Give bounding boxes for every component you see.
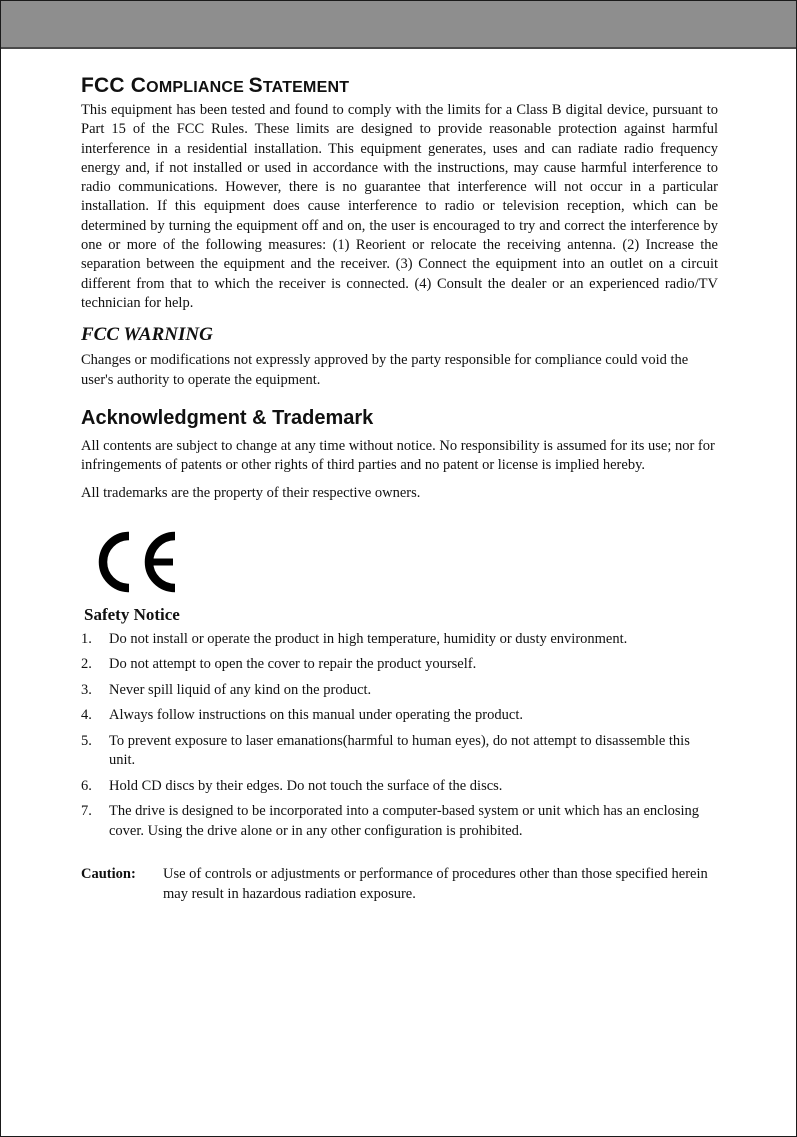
- page-content: [81, 71, 718, 904]
- list-item: 1. Do not install or operate the product in high temperature, humidity or dusty environment.: [81, 630, 628, 647]
- fcc-statement-text: This equipment has been tested and found to comply with the limits for a Class B digital device, pursuant to Part 15 of the FCC Rules. These limits are designed to provide reasonable protection against harmful interference in a residential installation. This equipment generates, uses and can radiate radio frequency energy and, if not installed or used in accordance with the instructions, may cause harmful interference to radio communications. However, there is no guarantee that interference will not occur in a particular installation. If this equipment does cause interference to radio or television reception, which can be determined by turning the equipment off and on, the user is encouraged to try and correct the interference by one or more of the following measures: (1) Reorient or relocate the receiving antenna. (2) Increase the separation between the equipment and the receiver. (3) Connect the equipment into an outlet on a circuit different from that to which the receiver is connected. (4) Consult the dealer or an experienced radio/TV technician for help.: [81, 102, 718, 311]
- caution-note: [81, 865, 718, 904]
- header-bar: [1, 1, 796, 49]
- list-item: 3. Never spill liquid of any kind on the product.: [81, 681, 372, 698]
- acknowledgment-text: All contents are subject to change at any time without notice. No responsibility is assumed for its use; nor for infringements of patents or other rights of third parties and no patent or license is implied hereby.: [81, 437, 715, 474]
- fcc-warning-text: Changes or modifications not expressly approved by the party responsible for compliance could void the user's authority to operate the equipment.: [81, 352, 689, 388]
- list-item: 4. Always follow instructions on this manual under operating the product.: [81, 707, 523, 724]
- safety-notice-title: Safety Notice: [84, 604, 180, 624]
- caution-label: Caution:: [81, 866, 136, 883]
- list-item: 7. The drive is designed to be incorporated into a computer-based system or unit which has an enclosing cover. Using the drive alone or in any other configuration is prohibited.: [81, 803, 700, 839]
- caution-text: Use of controls or adjustments or performance of procedures other than those specified herein may result in hazardous radiation exposure.: [163, 866, 708, 902]
- acknowledgment-title: Acknowledgment & Trademark: [81, 406, 374, 429]
- ce-mark-icon: [91, 530, 181, 594]
- fcc-warning-title: FCC WARNING: [81, 324, 213, 346]
- list-item: 6. Hold CD discs by their edges. Do not touch the surface of the discs.: [81, 777, 503, 794]
- trademark-text: All trademarks are the property of their respective owners.: [81, 485, 421, 502]
- fcc-compliance-title: FCC COMPLIANCE STATEMENT: [81, 74, 350, 97]
- safety-list: [81, 630, 718, 842]
- list-item: 2. Do not attempt to open the cover to repair the product yourself.: [81, 656, 477, 673]
- list-item: 5. To prevent exposure to laser emanations(harmful to human eyes), do not attempt to disassemble this unit.: [81, 732, 690, 769]
